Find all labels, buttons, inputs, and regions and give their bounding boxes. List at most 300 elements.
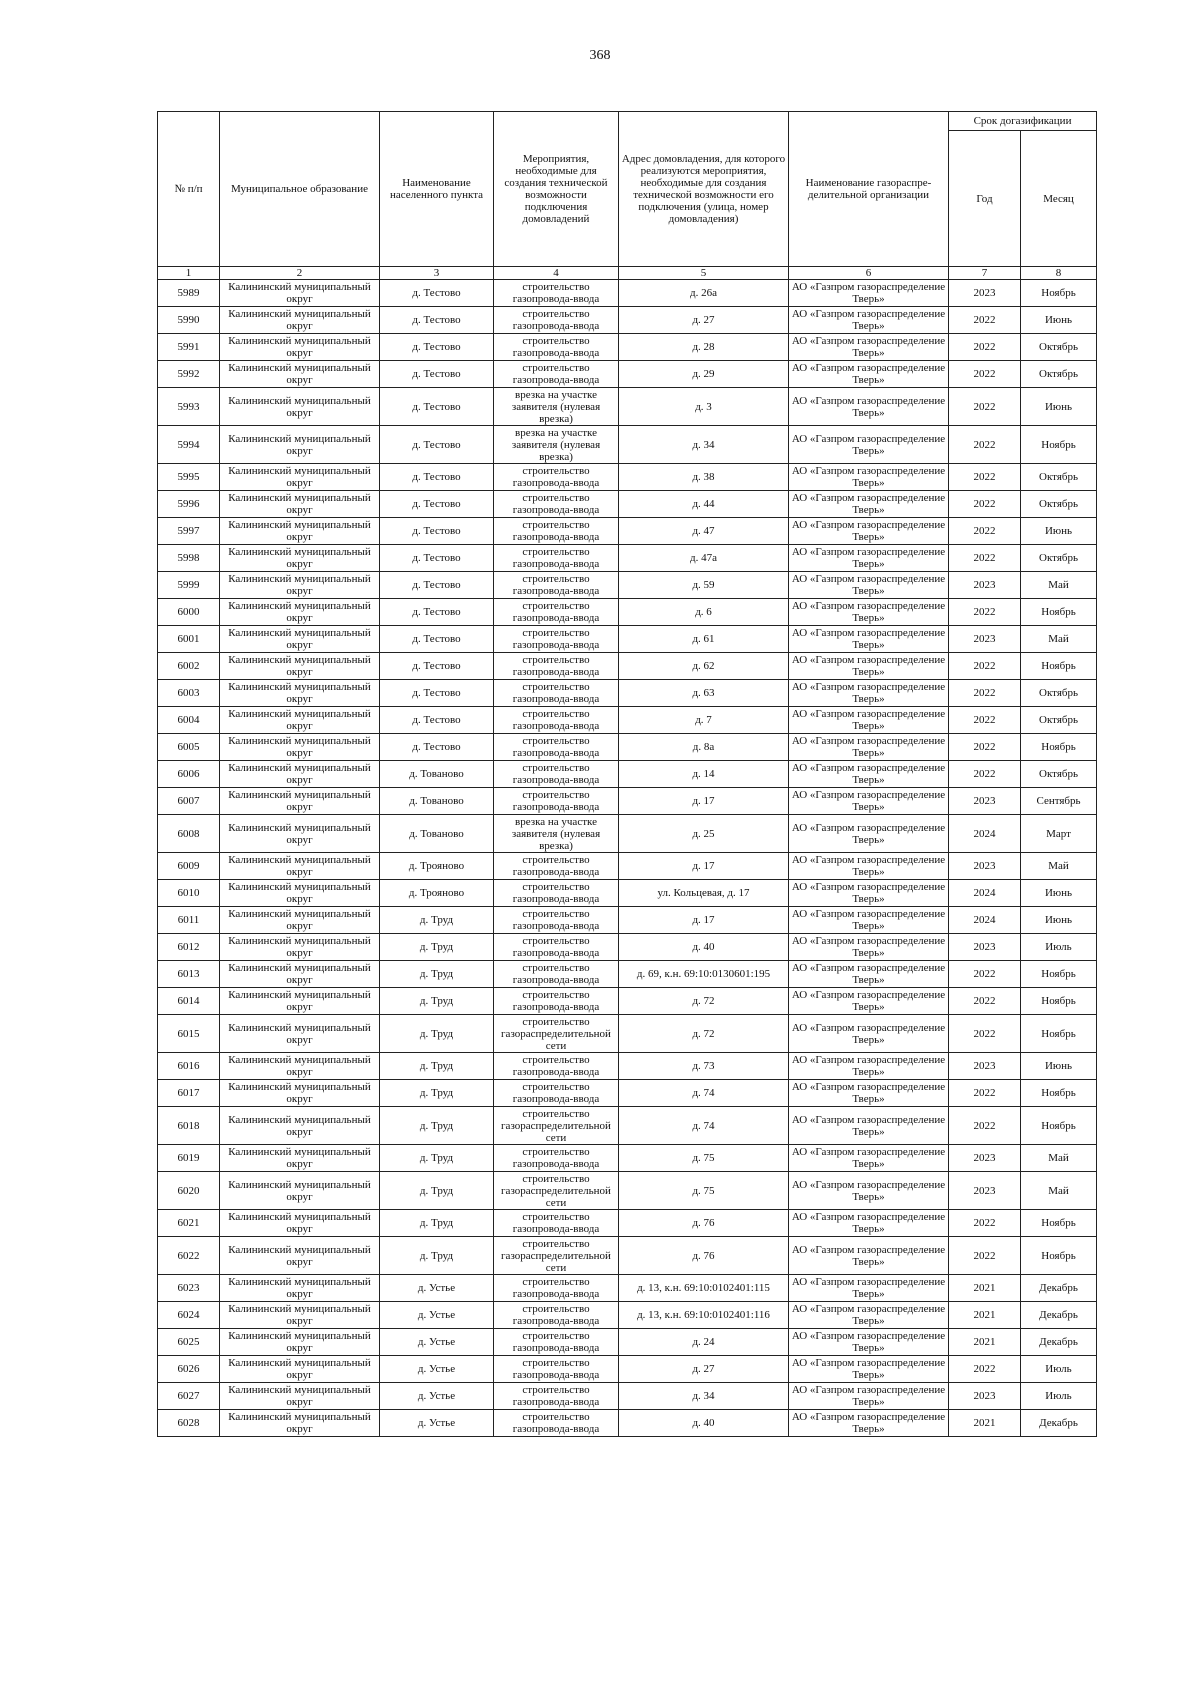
cell-year: 2024 (949, 880, 1021, 907)
cell-organization: АО «Газпром газораспределение Тверь» (789, 788, 949, 815)
cell-settlement: д. Тестово (380, 734, 494, 761)
cell-organization: АО «Газпром газораспределение Тверь» (789, 280, 949, 307)
cell-measure: строительство газопровода-ввода (494, 307, 619, 334)
cell-measure: врезка на участке заявителя (нулевая врезка) (494, 388, 619, 426)
cell-month: Ноябрь (1021, 1237, 1097, 1275)
cell-municipality: Калининский муниципальный округ (220, 361, 380, 388)
cell-address: д. 8а (619, 734, 789, 761)
cell-month: Ноябрь (1021, 734, 1097, 761)
cell-year: 2022 (949, 491, 1021, 518)
cell-address: д. 62 (619, 653, 789, 680)
cell-month: Октябрь (1021, 334, 1097, 361)
cell-settlement: д. Труд (380, 1145, 494, 1172)
cell-settlement: д. Труд (380, 1015, 494, 1053)
cell-municipality: Калининский муниципальный округ (220, 1329, 380, 1356)
cell-municipality: Калининский муниципальный округ (220, 788, 380, 815)
table-row (158, 680, 1097, 707)
cell-municipality: Калининский муниципальный округ (220, 491, 380, 518)
table-row (158, 1053, 1097, 1080)
table-row (158, 1410, 1097, 1437)
cell-year: 2023 (949, 280, 1021, 307)
cell-year: 2021 (949, 1329, 1021, 1356)
cell-municipality: Калининский муниципальный округ (220, 464, 380, 491)
cell-organization: АО «Газпром газораспределение Тверь» (789, 734, 949, 761)
table-row (158, 961, 1097, 988)
cell-settlement: д. Трояново (380, 853, 494, 880)
table-row (158, 707, 1097, 734)
table-row (158, 1080, 1097, 1107)
col-header-deadline-group: Срок догазификации (949, 112, 1097, 131)
column-number: 5 (619, 267, 789, 280)
cell-month: Декабрь (1021, 1275, 1097, 1302)
cell-settlement: д. Труд (380, 1210, 494, 1237)
cell-organization: АО «Газпром газораспределение Тверь» (789, 464, 949, 491)
cell-address: д. 74 (619, 1080, 789, 1107)
cell-settlement: д. Устье (380, 1302, 494, 1329)
table-row (158, 1107, 1097, 1145)
cell-address: д. 26а (619, 280, 789, 307)
cell-month: Ноябрь (1021, 988, 1097, 1015)
cell-measure: строительство газопровода-ввода (494, 572, 619, 599)
cell-measure: строительство газопровода-ввода (494, 1383, 619, 1410)
cell-year: 2022 (949, 361, 1021, 388)
cell-organization: АО «Газпром газораспределение Тверь» (789, 626, 949, 653)
cell-year: 2022 (949, 1107, 1021, 1145)
cell-month: Декабрь (1021, 1302, 1097, 1329)
cell-year: 2023 (949, 1053, 1021, 1080)
cell-measure: строительство газопровода-ввода (494, 761, 619, 788)
cell-organization: АО «Газпром газораспределение Тверь» (789, 880, 949, 907)
cell-settlement: д. Тестово (380, 518, 494, 545)
cell-address: д. 63 (619, 680, 789, 707)
cell-municipality: Калининский муниципальный округ (220, 307, 380, 334)
table-row (158, 491, 1097, 518)
cell-measure: строительство газопровода-ввода (494, 853, 619, 880)
cell-municipality: Калининский муниципальный округ (220, 545, 380, 572)
cell-year: 2024 (949, 907, 1021, 934)
table-row (158, 1145, 1097, 1172)
column-number: 2 (220, 267, 380, 280)
cell-month: Октябрь (1021, 761, 1097, 788)
cell-organization: АО «Газпром газораспределение Тверь» (789, 361, 949, 388)
table-row (158, 761, 1097, 788)
cell-organization: АО «Газпром газораспределение Тверь» (789, 815, 949, 853)
cell-address: д. 34 (619, 426, 789, 464)
cell-month: Октябрь (1021, 545, 1097, 572)
cell-number: 5991 (158, 334, 220, 361)
cell-municipality: Калининский муниципальный округ (220, 961, 380, 988)
cell-organization: АО «Газпром газораспределение Тверь» (789, 988, 949, 1015)
cell-organization: АО «Газпром газораспределение Тверь» (789, 426, 949, 464)
cell-settlement: д. Труд (380, 907, 494, 934)
cell-measure: строительство газопровода-ввода (494, 1145, 619, 1172)
cell-month: Сентябрь (1021, 788, 1097, 815)
cell-year: 2023 (949, 1172, 1021, 1210)
cell-organization: АО «Газпром газораспределение Тверь» (789, 1053, 949, 1080)
cell-number: 5992 (158, 361, 220, 388)
cell-measure: строительство газораспределительной сети (494, 1107, 619, 1145)
cell-organization: АО «Газпром газораспределение Тверь» (789, 761, 949, 788)
cell-month: Июль (1021, 1356, 1097, 1383)
cell-number: 6014 (158, 988, 220, 1015)
cell-municipality: Калининский муниципальный округ (220, 761, 380, 788)
cell-measure: строительство газопровода-ввода (494, 1275, 619, 1302)
table-row (158, 572, 1097, 599)
cell-address: д. 38 (619, 464, 789, 491)
cell-measure: строительство газопровода-ввода (494, 707, 619, 734)
cell-organization: АО «Газпром газораспределение Тверь» (789, 707, 949, 734)
cell-address: д. 7 (619, 707, 789, 734)
cell-measure: строительство газопровода-ввода (494, 788, 619, 815)
cell-measure: строительство газопровода-ввода (494, 545, 619, 572)
cell-number: 5999 (158, 572, 220, 599)
cell-year: 2022 (949, 464, 1021, 491)
cell-organization: АО «Газпром газораспределение Тверь» (789, 572, 949, 599)
cell-organization: АО «Газпром газораспределение Тверь» (789, 653, 949, 680)
cell-month: Октябрь (1021, 491, 1097, 518)
cell-measure: строительство газопровода-ввода (494, 464, 619, 491)
cell-organization: АО «Газпром газораспределение Тверь» (789, 1275, 949, 1302)
column-number: 1 (158, 267, 220, 280)
cell-number: 6002 (158, 653, 220, 680)
cell-settlement: д. Тованово (380, 815, 494, 853)
cell-year: 2022 (949, 734, 1021, 761)
cell-municipality: Калининский муниципальный округ (220, 599, 380, 626)
cell-number: 6003 (158, 680, 220, 707)
cell-settlement: д. Труд (380, 1237, 494, 1275)
cell-month: Декабрь (1021, 1410, 1097, 1437)
cell-measure: строительство газопровода-ввода (494, 680, 619, 707)
cell-organization: АО «Газпром газораспределение Тверь» (789, 1015, 949, 1053)
col-header-organization: Наименование газораспре-делительной организации (789, 112, 949, 267)
cell-month: Июнь (1021, 388, 1097, 426)
cell-measure: строительство газопровода-ввода (494, 907, 619, 934)
cell-organization: АО «Газпром газораспределение Тверь» (789, 680, 949, 707)
table-header (158, 112, 1097, 280)
cell-number: 6008 (158, 815, 220, 853)
cell-number: 5996 (158, 491, 220, 518)
cell-measure: строительство газопровода-ввода (494, 1410, 619, 1437)
cell-organization: АО «Газпром газораспределение Тверь» (789, 934, 949, 961)
col-header-municipality: Муниципальное образование (220, 112, 380, 267)
cell-number: 6009 (158, 853, 220, 880)
cell-year: 2022 (949, 426, 1021, 464)
column-number: 7 (949, 267, 1021, 280)
cell-municipality: Калининский муниципальный округ (220, 1237, 380, 1275)
col-header-number: № п/п (158, 112, 220, 267)
cell-number: 5993 (158, 388, 220, 426)
cell-settlement: д. Устье (380, 1410, 494, 1437)
cell-municipality: Калининский муниципальный округ (220, 815, 380, 853)
column-number: 8 (1021, 267, 1097, 280)
cell-number: 5998 (158, 545, 220, 572)
cell-measure: врезка на участке заявителя (нулевая врезка) (494, 426, 619, 464)
cell-organization: АО «Газпром газораспределение Тверь» (789, 1302, 949, 1329)
cell-month: Ноябрь (1021, 1210, 1097, 1237)
cell-month: Октябрь (1021, 464, 1097, 491)
table-row (158, 1383, 1097, 1410)
table-row (158, 334, 1097, 361)
cell-number: 6013 (158, 961, 220, 988)
cell-municipality: Калининский муниципальный округ (220, 1172, 380, 1210)
cell-municipality: Калининский муниципальный округ (220, 1053, 380, 1080)
cell-municipality: Калининский муниципальный округ (220, 734, 380, 761)
cell-number: 6017 (158, 1080, 220, 1107)
cell-measure: строительство газопровода-ввода (494, 1329, 619, 1356)
cell-month: Май (1021, 572, 1097, 599)
cell-number: 6025 (158, 1329, 220, 1356)
cell-organization: АО «Газпром газораспределение Тверь» (789, 1237, 949, 1275)
cell-year: 2022 (949, 307, 1021, 334)
cell-organization: АО «Газпром газораспределение Тверь» (789, 491, 949, 518)
col-header-measures: Мероприятия, необходимые для создания технической возможности подключения домовладений (494, 112, 619, 267)
column-number-row (158, 267, 1097, 280)
cell-address: д. 47а (619, 545, 789, 572)
cell-measure: строительство газораспределительной сети (494, 1172, 619, 1210)
cell-year: 2022 (949, 388, 1021, 426)
cell-address: д. 24 (619, 1329, 789, 1356)
cell-month: Июль (1021, 934, 1097, 961)
cell-number: 6005 (158, 734, 220, 761)
cell-organization: АО «Газпром газораспределение Тверь» (789, 334, 949, 361)
cell-address: д. 27 (619, 1356, 789, 1383)
cell-number: 6010 (158, 880, 220, 907)
cell-year: 2022 (949, 761, 1021, 788)
cell-settlement: д. Тестово (380, 653, 494, 680)
cell-settlement: д. Тестово (380, 599, 494, 626)
cell-measure: строительство газопровода-ввода (494, 734, 619, 761)
table-row (158, 1237, 1097, 1275)
cell-number: 6012 (158, 934, 220, 961)
col-header-year: Год (949, 131, 1021, 267)
cell-settlement: д. Тестово (380, 280, 494, 307)
table-row (158, 280, 1097, 307)
cell-settlement: д. Тестово (380, 464, 494, 491)
cell-municipality: Калининский муниципальный округ (220, 707, 380, 734)
cell-year: 2022 (949, 334, 1021, 361)
cell-measure: строительство газопровода-ввода (494, 599, 619, 626)
cell-measure: строительство газопровода-ввода (494, 280, 619, 307)
cell-measure: строительство газораспределительной сети (494, 1237, 619, 1275)
cell-settlement: д. Труд (380, 1172, 494, 1210)
cell-measure: строительство газопровода-ввода (494, 361, 619, 388)
cell-settlement: д. Труд (380, 1080, 494, 1107)
cell-year: 2022 (949, 653, 1021, 680)
cell-address: д. 3 (619, 388, 789, 426)
table-row (158, 1210, 1097, 1237)
table-row (158, 626, 1097, 653)
cell-number: 6021 (158, 1210, 220, 1237)
cell-year: 2022 (949, 1210, 1021, 1237)
cell-measure: строительство газопровода-ввода (494, 880, 619, 907)
table-body (158, 280, 1097, 1437)
cell-year: 2022 (949, 1356, 1021, 1383)
cell-year: 2021 (949, 1275, 1021, 1302)
cell-year: 2021 (949, 1410, 1021, 1437)
cell-settlement: д. Тованово (380, 761, 494, 788)
cell-measure: строительство газопровода-ввода (494, 961, 619, 988)
cell-month: Ноябрь (1021, 961, 1097, 988)
cell-address: д. 75 (619, 1172, 789, 1210)
cell-address: д. 76 (619, 1210, 789, 1237)
cell-month: Октябрь (1021, 361, 1097, 388)
cell-address: д. 27 (619, 307, 789, 334)
col-header-settlement: Наименование населенного пункта (380, 112, 494, 267)
cell-number: 5994 (158, 426, 220, 464)
cell-municipality: Калининский муниципальный округ (220, 988, 380, 1015)
cell-municipality: Калининский муниципальный округ (220, 1145, 380, 1172)
cell-measure: строительство газопровода-ввода (494, 1053, 619, 1080)
cell-municipality: Калининский муниципальный округ (220, 653, 380, 680)
cell-municipality: Калининский муниципальный округ (220, 1107, 380, 1145)
cell-address: д. 72 (619, 1015, 789, 1053)
table-row (158, 599, 1097, 626)
cell-number: 6018 (158, 1107, 220, 1145)
cell-address: д. 75 (619, 1145, 789, 1172)
cell-year: 2022 (949, 680, 1021, 707)
cell-municipality: Калининский муниципальный округ (220, 426, 380, 464)
cell-organization: АО «Газпром газораспределение Тверь» (789, 1210, 949, 1237)
cell-organization: АО «Газпром газораспределение Тверь» (789, 1107, 949, 1145)
cell-settlement: д. Тестово (380, 334, 494, 361)
column-number: 4 (494, 267, 619, 280)
cell-municipality: Калининский муниципальный округ (220, 853, 380, 880)
col-header-month: Месяц (1021, 131, 1097, 267)
cell-organization: АО «Газпром газораспределение Тверь» (789, 307, 949, 334)
cell-number: 5990 (158, 307, 220, 334)
table-row (158, 545, 1097, 572)
cell-municipality: Калининский муниципальный округ (220, 1275, 380, 1302)
cell-address: д. 13, к.н. 69:10:0102401:115 (619, 1275, 789, 1302)
table-row (158, 361, 1097, 388)
cell-month: Ноябрь (1021, 1107, 1097, 1145)
cell-year: 2022 (949, 1015, 1021, 1053)
cell-number: 6000 (158, 599, 220, 626)
cell-month: Октябрь (1021, 680, 1097, 707)
cell-measure: строительство газопровода-ввода (494, 1080, 619, 1107)
cell-year: 2022 (949, 961, 1021, 988)
cell-number: 6015 (158, 1015, 220, 1053)
cell-organization: АО «Газпром газораспределение Тверь» (789, 961, 949, 988)
cell-month: Июнь (1021, 880, 1097, 907)
table-row (158, 1302, 1097, 1329)
cell-number: 5997 (158, 518, 220, 545)
cell-month: Ноябрь (1021, 599, 1097, 626)
cell-address: д. 59 (619, 572, 789, 599)
cell-month: Октябрь (1021, 707, 1097, 734)
cell-organization: АО «Газпром газораспределение Тверь» (789, 1329, 949, 1356)
cell-settlement: д. Труд (380, 1053, 494, 1080)
cell-year: 2022 (949, 518, 1021, 545)
cell-address: д. 40 (619, 1410, 789, 1437)
table-row (158, 1015, 1097, 1053)
page-number: 368 (589, 48, 611, 63)
column-number: 3 (380, 267, 494, 280)
cell-number: 6028 (158, 1410, 220, 1437)
cell-number: 6022 (158, 1237, 220, 1275)
cell-month: Ноябрь (1021, 426, 1097, 464)
cell-settlement: д. Устье (380, 1356, 494, 1383)
cell-measure: строительство газопровода-ввода (494, 988, 619, 1015)
cell-address: д. 34 (619, 1383, 789, 1410)
cell-municipality: Калининский муниципальный округ (220, 334, 380, 361)
cell-number: 6011 (158, 907, 220, 934)
cell-measure: строительство газопровода-ввода (494, 626, 619, 653)
cell-measure: строительство газопровода-ввода (494, 518, 619, 545)
cell-address: д. 17 (619, 788, 789, 815)
table-row (158, 653, 1097, 680)
cell-address: д. 17 (619, 853, 789, 880)
cell-organization: АО «Газпром газораспределение Тверь» (789, 1356, 949, 1383)
cell-organization: АО «Газпром газораспределение Тверь» (789, 1410, 949, 1437)
cell-address: д. 72 (619, 988, 789, 1015)
cell-municipality: Калининский муниципальный округ (220, 1302, 380, 1329)
table-row (158, 934, 1097, 961)
table-row (158, 853, 1097, 880)
cell-municipality: Калининский муниципальный округ (220, 280, 380, 307)
table-row (158, 880, 1097, 907)
cell-month: Июнь (1021, 907, 1097, 934)
cell-year: 2022 (949, 545, 1021, 572)
table-row (158, 1356, 1097, 1383)
cell-settlement: д. Тестово (380, 626, 494, 653)
cell-number: 6006 (158, 761, 220, 788)
cell-number: 6020 (158, 1172, 220, 1210)
cell-organization: АО «Газпром газораспределение Тверь» (789, 1080, 949, 1107)
cell-settlement: д. Тестово (380, 426, 494, 464)
column-number: 6 (789, 267, 949, 280)
cell-month: Май (1021, 1172, 1097, 1210)
cell-address: д. 76 (619, 1237, 789, 1275)
cell-municipality: Калининский муниципальный округ (220, 880, 380, 907)
cell-measure: строительство газораспределительной сети (494, 1015, 619, 1053)
cell-address: д. 40 (619, 934, 789, 961)
cell-year: 2022 (949, 1080, 1021, 1107)
table-row (158, 1275, 1097, 1302)
table-row (158, 907, 1097, 934)
cell-settlement: д. Тестово (380, 307, 494, 334)
cell-month: Ноябрь (1021, 280, 1097, 307)
cell-year: 2023 (949, 934, 1021, 961)
table-row (158, 388, 1097, 426)
cell-number: 6004 (158, 707, 220, 734)
cell-address: д. 17 (619, 907, 789, 934)
cell-municipality: Калининский муниципальный округ (220, 934, 380, 961)
cell-address: д. 69, к.н. 69:10:0130601:195 (619, 961, 789, 988)
cell-municipality: Калининский муниципальный округ (220, 388, 380, 426)
cell-month: Март (1021, 815, 1097, 853)
table-row (158, 734, 1097, 761)
cell-month: Июнь (1021, 518, 1097, 545)
cell-year: 2023 (949, 1145, 1021, 1172)
cell-month: Июнь (1021, 1053, 1097, 1080)
cell-number: 6001 (158, 626, 220, 653)
cell-measure: строительство газопровода-ввода (494, 1356, 619, 1383)
gasification-table (157, 111, 1097, 1437)
cell-settlement: д. Тестово (380, 680, 494, 707)
table-row (158, 518, 1097, 545)
cell-number: 5989 (158, 280, 220, 307)
cell-number: 6027 (158, 1383, 220, 1410)
cell-municipality: Калининский муниципальный округ (220, 626, 380, 653)
cell-number: 6016 (158, 1053, 220, 1080)
cell-month: Декабрь (1021, 1329, 1097, 1356)
table-row (158, 788, 1097, 815)
cell-measure: строительство газопровода-ввода (494, 1302, 619, 1329)
cell-organization: АО «Газпром газораспределение Тверь» (789, 1172, 949, 1210)
cell-year: 2023 (949, 788, 1021, 815)
cell-measure: строительство газопровода-ввода (494, 334, 619, 361)
